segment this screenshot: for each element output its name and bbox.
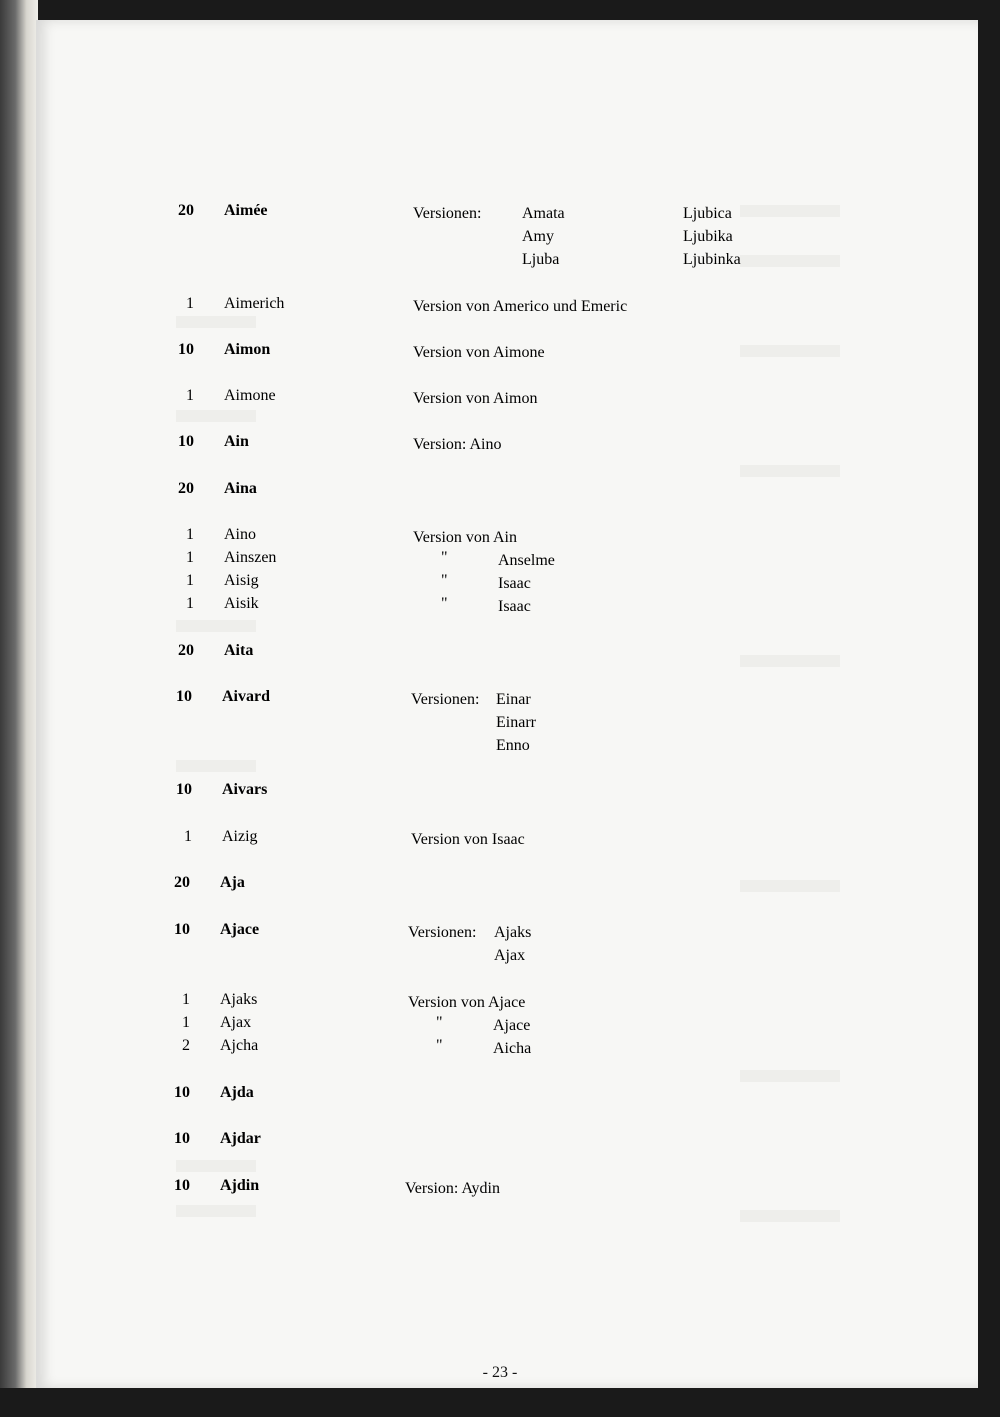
entry-count: 10 xyxy=(178,341,194,358)
entry-name: Ajdar xyxy=(220,1130,261,1147)
entry-name: Aimée xyxy=(224,202,268,219)
ditto-mark: " xyxy=(441,572,448,589)
version-item: Ajax xyxy=(494,947,526,964)
entry-reference: Ajace xyxy=(493,1017,531,1034)
entry-count: 20 xyxy=(178,480,194,497)
entry-name: Ajdin xyxy=(220,1177,260,1194)
version-item: Amy xyxy=(522,228,554,245)
ditto-mark: " xyxy=(441,595,448,612)
entry-count: 1 xyxy=(186,572,194,589)
version-item: Ljubinka xyxy=(683,251,741,268)
entry-count: 10 xyxy=(174,1130,190,1147)
entry-count: 1 xyxy=(186,595,194,612)
entry-count: 10 xyxy=(174,1084,190,1101)
entry-description: Version von Aimone xyxy=(413,344,545,361)
version-item: Einarr xyxy=(496,714,536,731)
entry-name: Aimerich xyxy=(224,295,285,312)
entry-name: Ajda xyxy=(220,1084,254,1101)
entry-reference: Isaac xyxy=(498,575,531,592)
entry-description: Version von Isaac xyxy=(411,831,525,848)
version-item: Ajaks xyxy=(494,924,532,941)
entry-count: 1 xyxy=(186,295,194,312)
entry-description: Version: Aydin xyxy=(405,1180,500,1197)
entry-count: 20 xyxy=(178,202,194,219)
entry-description: Version: Aino xyxy=(413,436,502,453)
entry-name: Aimone xyxy=(224,387,276,404)
page-number: - 23 - xyxy=(482,1364,518,1381)
entry-count: 20 xyxy=(174,874,190,891)
entry-count: 10 xyxy=(174,1177,190,1194)
entry-count: 1 xyxy=(182,991,190,1008)
entry-name: Ajcha xyxy=(220,1037,259,1054)
entry-count: 1 xyxy=(184,828,192,845)
entry-name: Aisig xyxy=(224,572,259,589)
entry-reference: Isaac xyxy=(498,598,531,615)
entry-count: 20 xyxy=(178,642,194,659)
entry-count: 1 xyxy=(186,387,194,404)
entry-reference: Aicha xyxy=(493,1040,532,1057)
entry-name: Aimon xyxy=(224,341,271,358)
version-item: Ljubica xyxy=(683,205,732,222)
entry-name: Ainszen xyxy=(224,549,277,566)
entry-description: Version von Aimon xyxy=(413,390,538,407)
entry-name: Aisik xyxy=(224,595,259,612)
version-item: Ljubika xyxy=(683,228,733,245)
entry-count: 10 xyxy=(174,921,190,938)
entry-description: Version von Ajace xyxy=(408,994,526,1011)
entry-count: 2 xyxy=(182,1037,190,1054)
ditto-mark: " xyxy=(436,1037,443,1054)
entry-name: Ajaks xyxy=(220,991,258,1008)
entry-reference: Anselme xyxy=(498,552,555,569)
entry-name: Aizig xyxy=(222,828,258,845)
ditto-mark: " xyxy=(436,1014,443,1031)
ditto-mark: " xyxy=(441,549,448,566)
entry-name: Aivars xyxy=(222,781,268,798)
scan-border xyxy=(0,1388,1000,1417)
entry-description: Version von Americo und Emeric xyxy=(413,298,628,315)
version-item: Ljuba xyxy=(522,251,560,268)
entry-name: Aita xyxy=(224,642,254,659)
entry-count: 1 xyxy=(186,549,194,566)
entry-name: Aino xyxy=(224,526,256,543)
entry-count: 1 xyxy=(182,1014,190,1031)
version-item: Amata xyxy=(522,205,565,222)
entry-name: Aja xyxy=(220,874,245,891)
entry-count: 10 xyxy=(176,688,192,705)
entry-count: 1 xyxy=(186,526,194,543)
entry-name: Ain xyxy=(224,433,249,450)
version-item: Enno xyxy=(496,737,530,754)
entry-description: Version von Ain xyxy=(413,529,517,546)
entry-description: Versionen: xyxy=(408,924,477,941)
entry-name: Ajax xyxy=(220,1014,252,1031)
entry-name: Aina xyxy=(224,480,257,497)
version-item: Einar xyxy=(496,691,531,708)
entry-description: Versionen: xyxy=(413,205,482,222)
entry-name: Aivard xyxy=(222,688,270,705)
entry-count: 10 xyxy=(178,433,194,450)
entry-name: Ajace xyxy=(220,921,260,938)
entry-count: 10 xyxy=(176,781,192,798)
book-spine xyxy=(0,0,38,1417)
entry-description: Versionen: xyxy=(411,691,480,708)
